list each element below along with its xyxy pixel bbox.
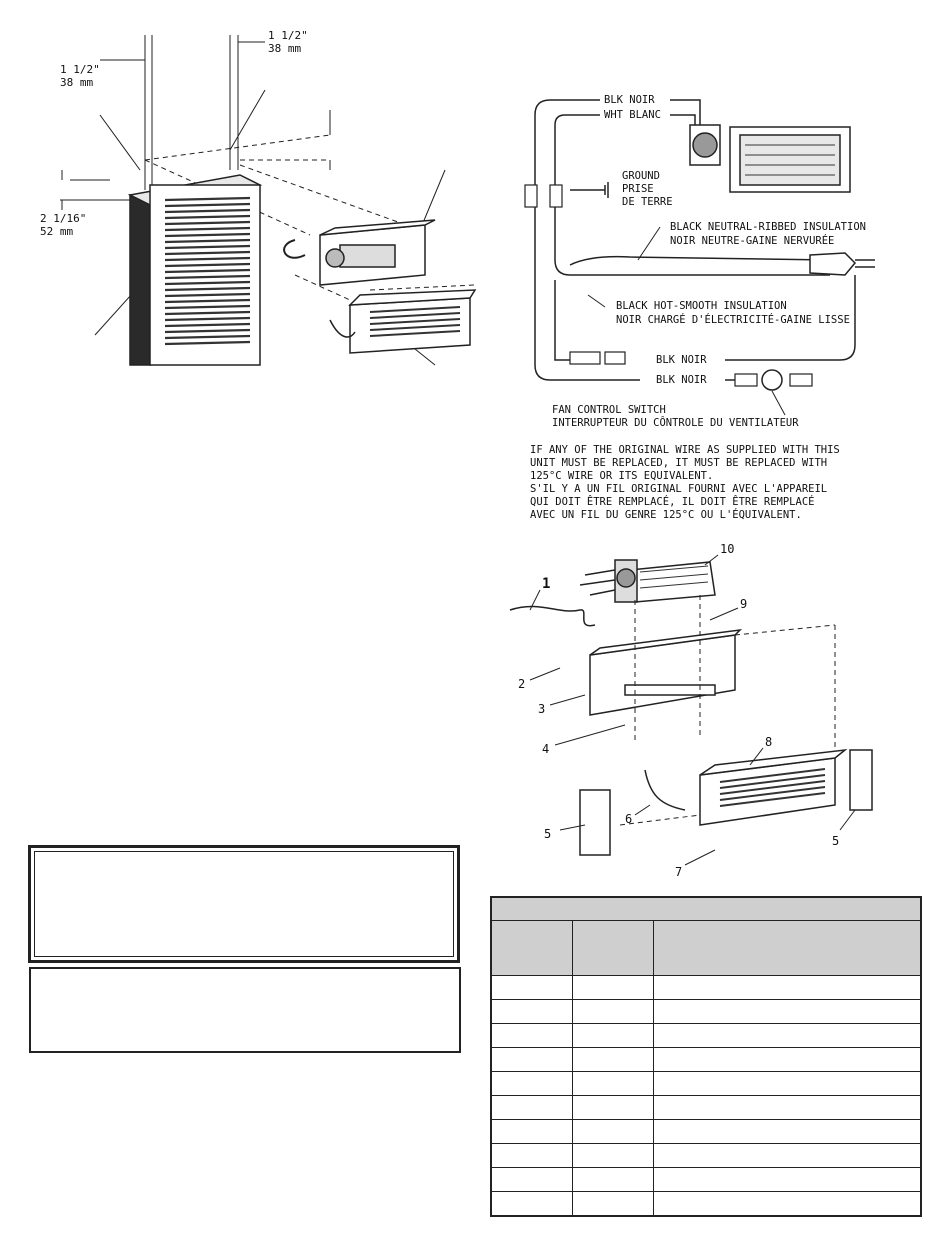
- table-cell: [654, 1024, 922, 1048]
- table-cell: [491, 976, 573, 1000]
- table-row: [491, 1072, 921, 1096]
- table-cell: [654, 1168, 922, 1192]
- table-row: [491, 976, 921, 1000]
- dim-height-mm: 52 mm: [40, 225, 74, 238]
- parts-table-title: [491, 897, 921, 921]
- dim-right-mm: 38 mm: [268, 42, 302, 55]
- label-ground-3: DE TERRE: [622, 196, 673, 208]
- part-label: 6: [625, 812, 633, 826]
- wire-notice-line: 125°C WIRE OR ITS EQUIVALENT.: [530, 470, 714, 482]
- table-cell: [654, 1048, 922, 1072]
- table-cell: [491, 1168, 573, 1192]
- table-cell: [654, 1120, 922, 1144]
- label-hot-1: BLACK HOT-SMOOTH INSULATION: [616, 300, 787, 312]
- table-cell: [491, 1024, 573, 1048]
- table-cell: [573, 976, 654, 1000]
- table-row: [491, 1048, 921, 1072]
- wire-notice-line: UNIT MUST BE REPLACED, IT MUST BE REPLACED WITH: [530, 457, 828, 469]
- parts-table-header: [654, 921, 922, 976]
- wire-notice-line: AVEC UN FIL DU GENRE 125°C OU L'ÉQUIVALENT.: [530, 509, 802, 521]
- parts-table: [490, 896, 922, 1217]
- wire-notice-line: S'IL Y A UN FIL ORIGINAL FOURNI AVEC L'APPAREIL: [530, 483, 828, 495]
- table-cell: [573, 1000, 654, 1024]
- table-cell: [491, 1048, 573, 1072]
- label-neutral-1: BLACK NEUTRAL-RIBBED INSULATION: [670, 221, 866, 233]
- part-label: 5: [832, 834, 840, 848]
- table-cell: [491, 1096, 573, 1120]
- table-row: [491, 1168, 921, 1192]
- table-cell: [491, 1120, 573, 1144]
- part-label: 7: [675, 865, 683, 879]
- part-label: 4: [542, 742, 550, 756]
- table-cell: [654, 1096, 922, 1120]
- wire-notice-line: IF ANY OF THE ORIGINAL WIRE AS SUPPLIED WITH THIS: [530, 444, 840, 456]
- label-wht-blanc: WHT BLANC: [604, 109, 661, 121]
- label-fan-switch-1: FAN CONTROL SWITCH: [552, 404, 666, 416]
- part-label: 2: [518, 677, 526, 691]
- notice-box-inner: [34, 851, 454, 957]
- table-cell: [491, 1144, 573, 1168]
- part-label: 5: [544, 827, 552, 841]
- table-cell: [491, 1000, 573, 1024]
- label-ground-1: GROUND: [622, 170, 660, 182]
- part-label: 1: [542, 576, 551, 592]
- table-cell: [573, 1024, 654, 1048]
- parts-table-header-row: [491, 921, 921, 976]
- table-cell: [573, 1048, 654, 1072]
- table-row: [491, 1144, 921, 1168]
- exploded-parts-diagram: [500, 540, 900, 880]
- label-blk-noir-b: BLK NOIR: [656, 374, 707, 386]
- table-cell: [573, 1096, 654, 1120]
- table-row: [491, 1000, 921, 1024]
- table-cell: [573, 1120, 654, 1144]
- table-cell: [573, 1144, 654, 1168]
- table-row: [491, 1024, 921, 1048]
- wire-notice-line: QUI DOIT ÊTRE REMPLACÉ, IL DOIT ÊTRE REMPLACÉ: [530, 496, 815, 508]
- table-cell: [491, 1192, 573, 1217]
- part-label: 8: [765, 735, 773, 749]
- label-blk-noir-top: BLK NOIR: [604, 94, 655, 106]
- table-cell: [573, 1072, 654, 1096]
- label-ground-2: PRISE: [622, 183, 654, 195]
- parts-table-title-row: [491, 897, 921, 921]
- part-label: 9: [740, 597, 748, 611]
- parts-table-header: [491, 921, 573, 976]
- dim-height-inch: 2 1/16": [40, 212, 87, 225]
- table-cell: [573, 1168, 654, 1192]
- table-cell: [654, 976, 922, 1000]
- table-cell: [491, 1072, 573, 1096]
- parts-table-header: [573, 921, 654, 976]
- info-box: [29, 967, 461, 1053]
- part-label: 3: [538, 702, 546, 716]
- label-hot-2: NOIR CHARGÉ D'ÉLECTRICITÉ-GAINE LISSE: [616, 314, 850, 326]
- table-cell: [654, 1144, 922, 1168]
- dim-left-mm: 38 mm: [60, 76, 94, 89]
- dim-right-inch: 1 1/2": [268, 29, 308, 42]
- table-cell: [654, 1072, 922, 1096]
- dim-left-inch: 1 1/2": [60, 63, 100, 76]
- table-cell: [654, 1000, 922, 1024]
- table-row: [491, 1192, 921, 1217]
- table-row: [491, 1120, 921, 1144]
- part-label: 10: [720, 542, 735, 556]
- label-neutral-2: NOIR NEUTRE-GAINE NERVURÉE: [670, 235, 835, 247]
- notice-box: [28, 845, 460, 963]
- label-blk-noir-a: BLK NOIR: [656, 354, 707, 366]
- wiring-diagram: [510, 85, 930, 525]
- label-fan-switch-2: INTERRUPTEUR DU CÔNTROLE DU VENTILATEUR: [552, 417, 799, 429]
- table-row: [491, 1096, 921, 1120]
- table-cell: [573, 1192, 654, 1217]
- installation-diagram: [40, 20, 510, 420]
- table-cell: [654, 1192, 922, 1217]
